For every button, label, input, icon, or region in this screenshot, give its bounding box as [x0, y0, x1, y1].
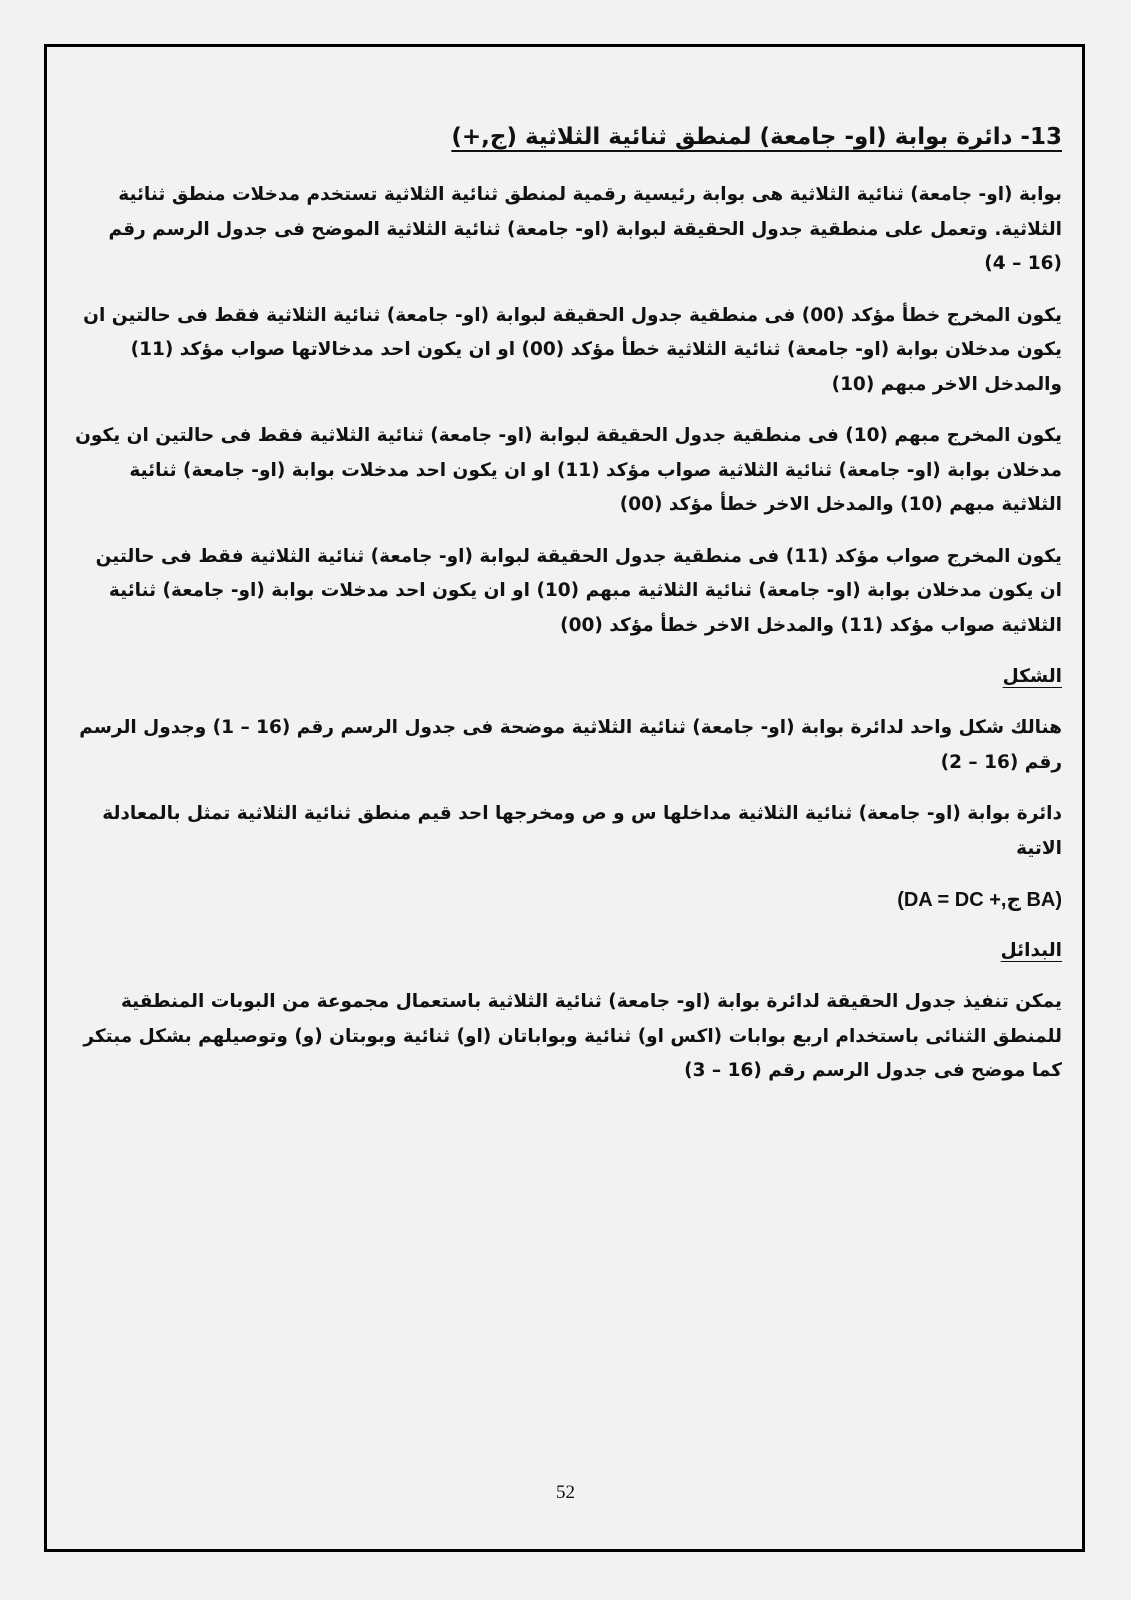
paragraph-shape: هنالك شكل واحد لدائرة بوابة (او- جامعة) ثنائية الثلاثية موضحة فى جدول الرسم رقم (16 – 1) وجدول الرسم رقم (16 – 2) [79, 717, 1062, 773]
paragraph-circuit: دائرة بوابة (او- جامعة) ثنائية الثلاثية مداخلها س و ص ومخرجها احد قيم منطق ثنائية الثلاثية تمثل بالمعادلة الاتية [102, 803, 1062, 859]
document-body [70, 112, 1062, 1106]
section-heading: 13- دائرة بوابة (او- جامعة) لمنطق ثنائية الثلاثية (ج,+) [451, 124, 1062, 150]
paragraph-intro: بوابة (او- جامعة) ثنائية الثلاثية هى بوابة رئيسية رقمية لمنطق ثنائية الثلاثية تستخدم مدخلات منطق ثنائية الثلاثية. وتعمل على منطقية جدول الحقيقة لبوابة (او- جامعة) ثنائية الثلاثية الموضح فى جدول الرسم رقم (16 – 4) [108, 184, 1062, 274]
page-number: 52 [556, 1482, 575, 1503]
subheading-alternatives: البدائل [1000, 940, 1062, 961]
subheading-shape: الشكل [1002, 666, 1062, 687]
equation: (DA = DC +,ج BA) [897, 889, 1062, 911]
paragraph-true-output: يكون المخرج صواب مؤكد (11) فى منطقية جدول الحقيقة لبوابة (او- جامعة) ثنائية الثلاثية فقط فى حالتين ان يكون مدخلان بوابة (او- جامعة) ثنائية الثلاثية مبهم (10) او ان يكون احد مدخلات بوابة (او- جامعة) ثنائية الثلاثية صواب مؤكد (11) والمدخل الاخر خطأ مؤكد (00) [95, 545, 1062, 636]
paragraph-false-output: يكون المخرج خطأ مؤكد (00) فى منطقية جدول الحقيقة لبوابة (او- جامعة) ثنائية الثلاثية فقط فى حالتين ان يكون مدخلان بوابة (او- جامعة) ثنائية الثلاثية خطأ مؤكد (00) او ان يكون احد مدخالاتها صواب مؤكد (11) والمدخل الاخر مبهم (10) [83, 304, 1062, 395]
paragraph-ambiguous-output: يكون المخرج مبهم (10) فى منطقية جدول الحقيقة لبوابة (او- جامعة) ثنائية الثلاثية فقط فى حالتين ان يكون مدخلان بوابة (او- جامعة) ثنائية الثلاثية صواب مؤكد (11) او ان يكون احد مدخلات بوابة (او- جامعة) ثنائية الثلاثية مبهم (10) والمدخل الاخر خطأ مؤكد (00) [75, 425, 1062, 515]
paragraph-alternatives: يمكن تنفيذ جدول الحقيقة لدائرة بوابة (او- جامعة) ثنائية الثلاثية باستعمال مجموعة من البوبات المنطقية للمنطق الثنائى باستخدام اربع بوابات (اكس او) ثنائية وبواباتان (او) ثنائية وبوبتان (و) وتوصيلهم بشكل مبتكر كما موضح فى جدول الرسم رقم (16 – 3) [83, 991, 1062, 1081]
